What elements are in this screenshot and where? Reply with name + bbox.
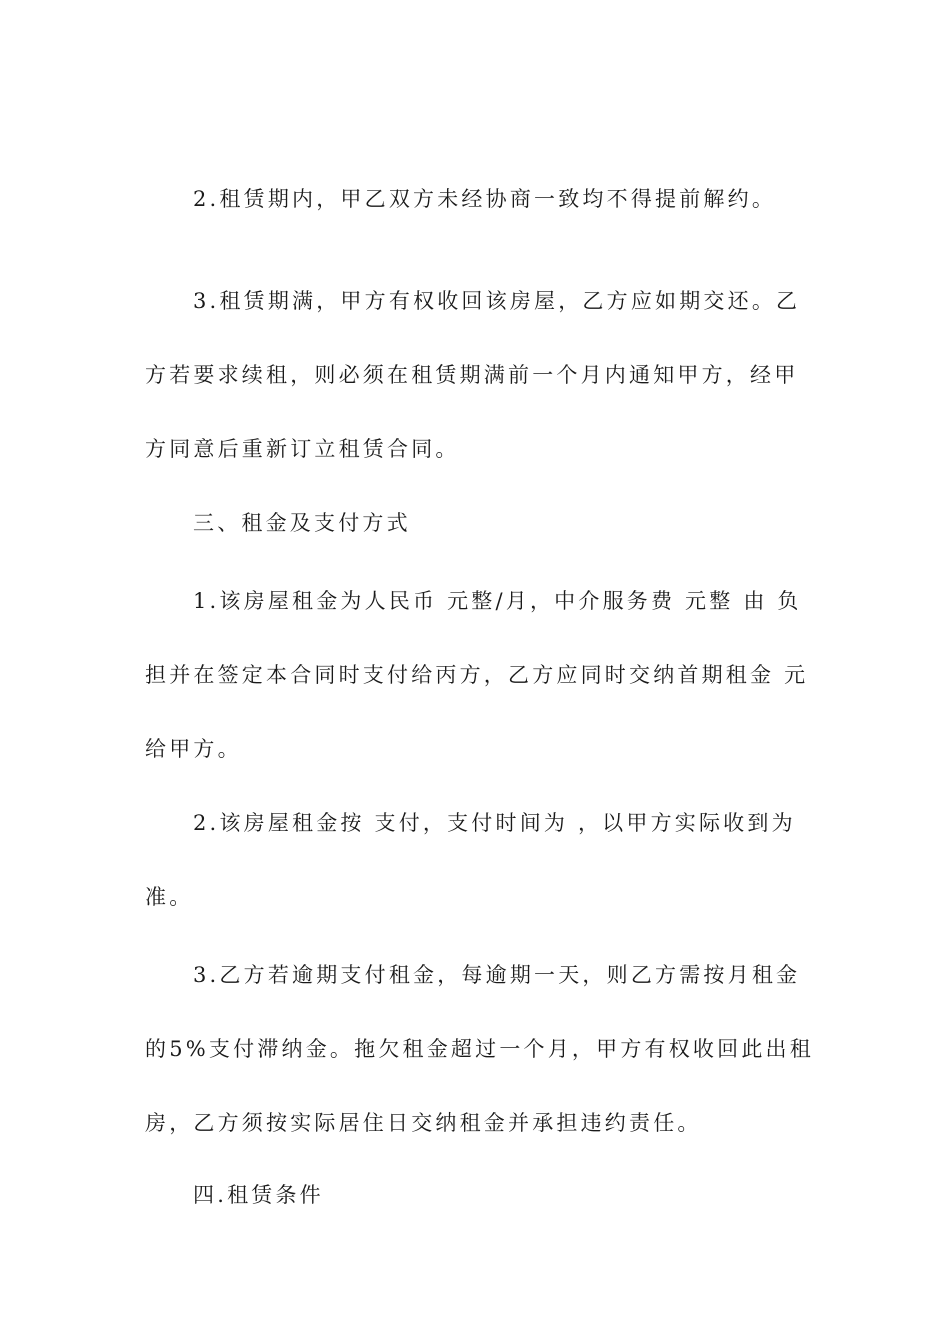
text-line: 的5%支付滞纳金。拖欠租金超过一个月，甲方有权收回此出租: [145, 1037, 814, 1061]
text-line: 3.租赁期满，甲方有权收回该房屋，乙方应如期交还。乙: [193, 289, 801, 313]
section-heading-rent-payment: [145, 486, 805, 560]
text-line: 2.租赁期内，甲乙双方未经协商一致均不得提前解约。: [193, 187, 777, 211]
text-line: 三、租金及支付方式: [193, 511, 411, 535]
text-line: 准。: [145, 885, 194, 909]
text-line: 1.该房屋租金为人民币 元整/月，中介服务费 元整 由 负: [193, 589, 802, 613]
text-line: 2.该房屋租金按 支付，支付时间为 ，以甲方实际收到为: [193, 811, 796, 835]
section-heading-lease-conditions: [145, 1158, 805, 1232]
paragraph-renewal: [145, 264, 805, 486]
text-line: 担并在签定本合同时支付给丙方，乙方应同时交纳首期租金 元: [145, 663, 809, 687]
paragraph-payment-time: [145, 786, 805, 934]
text-line: 给甲方。: [145, 737, 242, 761]
text-line: 3.乙方若逾期支付租金，每逾期一天，则乙方需按月租金: [193, 963, 801, 987]
paragraph-rent-amount: [145, 564, 809, 786]
text-line: 方同意后重新订立租赁合同。: [145, 437, 460, 461]
text-line: 房，乙方须按实际居住日交纳租金并承担违约责任。: [145, 1111, 702, 1135]
text-line: 方若要求续租，则必须在租赁期满前一个月内通知甲方，经甲: [145, 363, 799, 387]
text-line: 四.租赁条件: [193, 1183, 324, 1207]
paragraph-early-termination: [145, 162, 805, 236]
paragraph-late-payment: [145, 938, 814, 1160]
